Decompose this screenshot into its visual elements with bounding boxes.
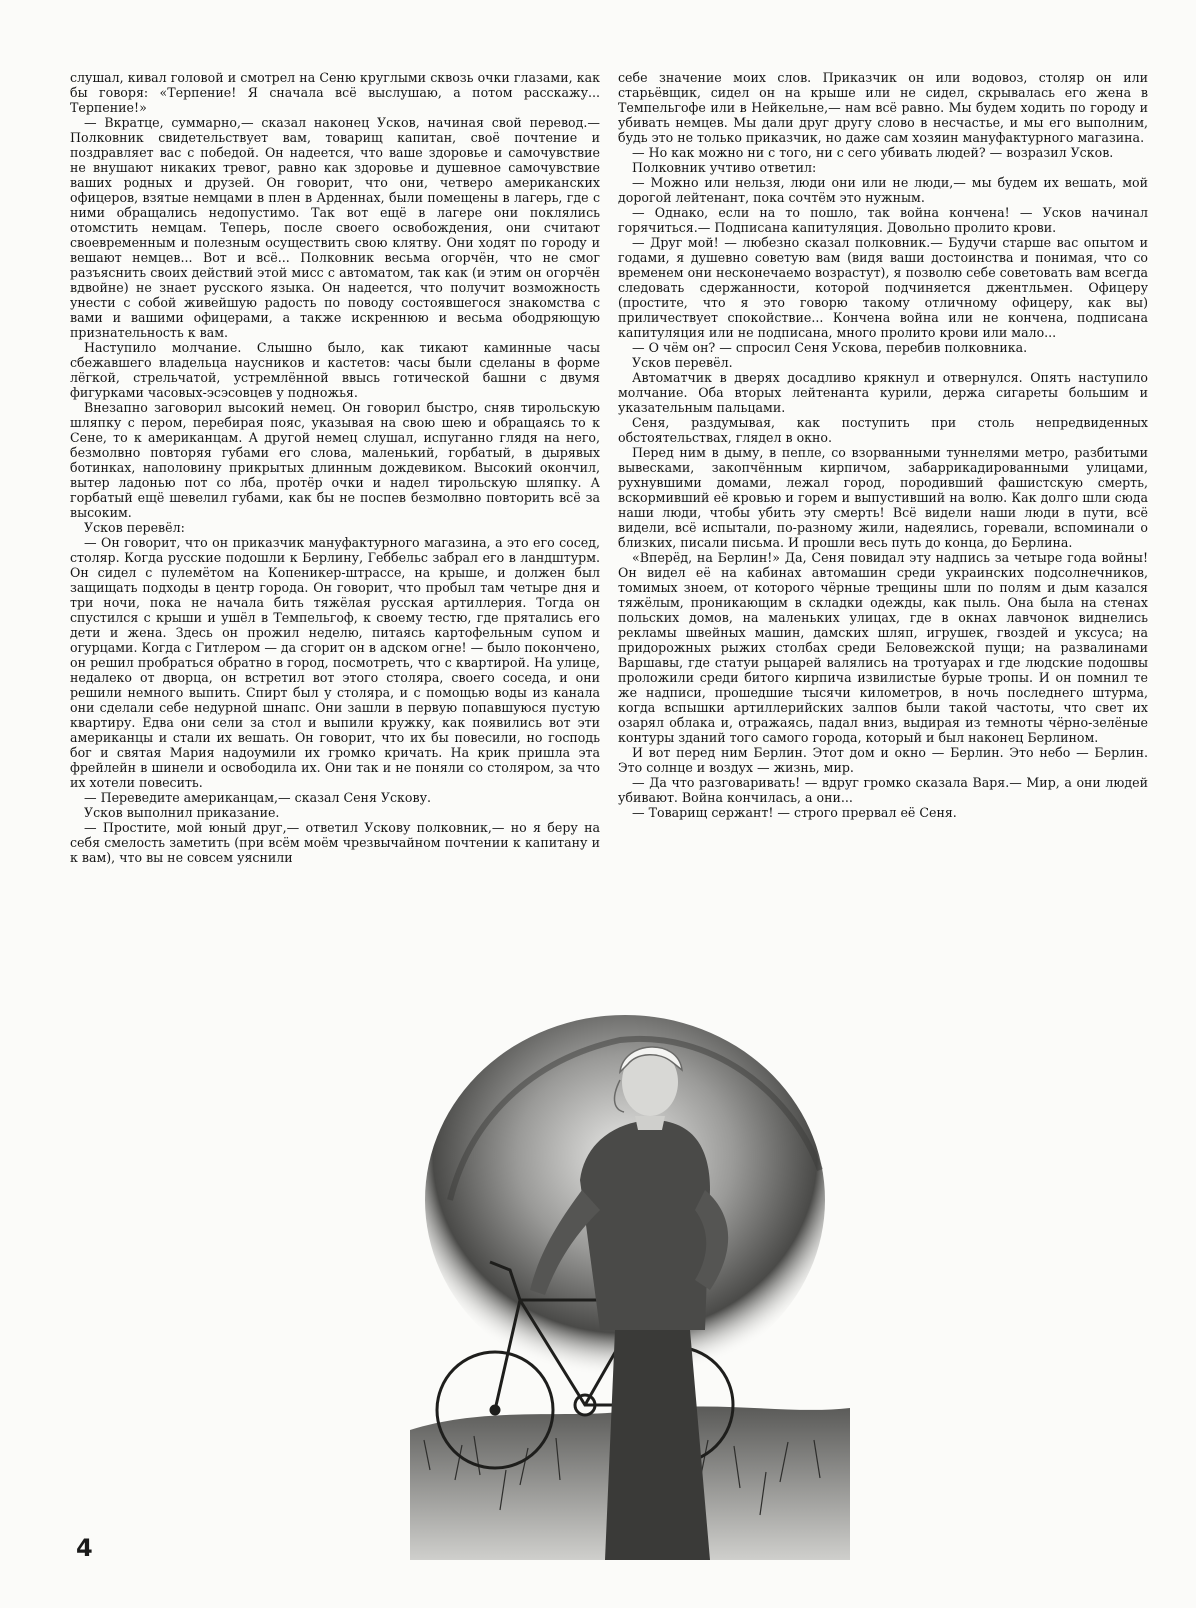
illustration-woman-with-bicycle [410,1000,850,1560]
paragraph: — Однако, если на то пошло, так война кончена! — Усков начинал горячиться.— Подписана капитуляция. Довольно пролито крови. [618,205,1148,235]
paragraph: — Можно или нельзя, люди они или не люди,— мы будем их вешать, мой дорогой лейтенант, пока сочтём это нужным. [618,175,1148,205]
paragraph: — Вкратце, суммарно,— сказал наконец Усков, начиная свой перевод.— Полковник свидетельствует вам, товарищ капитан, своё почтение и поздравляет вас с победой. Он надеется, что ваше здоровье и самочувствие не внушают никаких тревог, равно как здоровье и душевное самочувствие ваших родных и друзей. Он говорит, что они, четверо американских офицеров, взятые немцами в плен в Арденнах, были помещены в лагерь, где с ними обращались недопустимо. Так вот ещё в лагере они поклялись отомстить немцам. Теперь, после своего освобождения, они считают своевременным и полезным осуществить свою клятву. Они ходят по городу и вешают немцев... Вот и всё... Полковник весьма огорчён, что не смог разъяснить своих действий этой мисс с автоматом, так как (и этим он огорчён вдвойне) не знает русского языка. Он надеется, что получит возможность унести с собой живейшую радость по поводу состоявшегося знакомства с вами и вашими офицерами, а также искреннюю и весьма ободряющую признательность к вам. [70,115,600,340]
paragraph: Усков перевёл. [632,355,733,370]
paragraph: — Он говорит, что он приказчик мануфактурного магазина, а это его сосед, столяр. Когда русские подошли к Берлину, Геббельс забрал его в ландштурм. Он сидел с пулемётом на Копеникер-штрассе, на крыше, и должен был защищать подходы в центр города. Он говорит, что пробыл там четыре дня и три ночи, пока не начала бить тяжёлая русская артиллерия. Тогда он спустился с крыши и ушёл в Темпельгоф, к своему тестю, где прятались его дети и жена. Здесь он прожил неделю, питаясь картофельным супом и огурцами. Когда с Гитлером — да сгорит он в адском огне! — было покончено, он решил пробраться обратно в город, посмотреть, что с квартирой. На улице, недалеко от дворца, он встретил вот этого столяра, своего соседа, и они решили немного выпить. Спирт был у столяра, и с помощью воды из канала они сделали себе недурной шнапс. Они зашли в первую попавшуюся пустую квартиру. Едва они сели за стол и выпили кружку, как появились вот эти американцы и стали их вешать. Он говорит, что их бы повесили, но господь бог и святая Мария надоумили их громко кричать. На крик пришла эта фрейлейн в шинели и освободила их. Они так и не поняли со столяром, за что их хотели повесить. [70,535,600,790]
paragraph: слушал, кивал головой и смотрел на Сеню круглыми сквозь очки глазами, как бы говоря: «Терпение! Я сначала всё выслушаю, а потом расскажу... Терпение!» [70,70,600,115]
paragraph: — Друг мой! — любезно сказал полковник.— Будучи старше вас опытом и годами, я душевно советую вам (видя ваши достоинства и понимая, что со временем они несконечаемо возрастут), я позволю себе советовать вам всегда следовать сдержанности, которой подчиняется джентльмен. Офицеру (простите, что я это говорю такому отличному офицеру, как вы) приличествует спокойствие... Кончена война или не кончена, подписана капитуляция или не подписана, много пролито крови или мало... [618,235,1148,340]
paragraph: — Переведите американцам,— сказал Сеня Ускову. [84,790,432,805]
paragraph: «Вперёд, на Берлин!» Да, Сеня повидал эту надпись за четыре года войны! Он видел её на кабинах автомашин среди украинских подсолнечников, томимых зноем, от которого чёрные трещины шли по полям и дым казался тяжёлым, проникающим в складки одежды, как пыль. Она была на стенах польских домов, на маленьких улицах, где в окнах лавчонок виднелись рекламы швейных машин, дамских шляп, игрушек, гвоздей и уксуса; на придорожных рыжих столбах среди Беловежской пущи; на развалинами Варшавы, где статуи рыцарей валялись на тротуарах и где людские подошвы проложили среди битого кирпича извилистые бурые тропы. И он помнил те же надписи, прошедшие тысячи километров, в ночь последнего штурма, когда вспышки артиллерийских залпов были такой частоты, что свет их озарял облака и, отражаясь, падал вниз, выдирая из темноты чёрно-зелёные контуры зданий того самого города, который и был наконец Берлином. [618,550,1148,745]
paragraph: Внезапно заговорил высокий немец. Он говорил быстро, сняв тирольскую шляпку с пером, перебирая пояс, указывая на свою шею и обращаясь то к Сене, то к американцам. А другой немец слушал, испуганно глядя на него, безмолвно повторяя губами его слова, маленький, горбатый, в дырявых ботинках, наполовину прикрытых длинным дождевиком. Высокий окончил, вытер ладонью пот со лба, протёр очки и надел тирольскую шляпку. А горбатый ещё шевелил губами, как бы не поспев безмолвно повторить всё за высоким. [70,400,600,520]
paragraph: Перед ним в дыму, в пепле, со взорванными туннелями метро, разбитыми вывесками, закопчённым кирпичом, забаррикадированными улицами, рухнувшими домами, лежал город, породивший фашистскую смерть, вскормивший её кровью и горем и выпустивший на волю. Как долго шли сюда наши люди, чтобы убить эту смерть! Всё видели наши люди в пути, всё видели, всё испытали, по-разному жили, надеялись, горевали, вспоминали о близких, писали письма. И прошли весь путь до конца, до Берлина. [618,445,1148,550]
paragraph: Усков выполнил приказание. [84,805,280,820]
paragraph: — Да что разговаривать! — вдруг громко сказала Варя.— Мир, а они людей убивают. Война кончилась, а они... [618,775,1148,805]
paragraph: Автоматчик в дверях досадливо крякнул и отвернулся. Опять наступило молчание. Оба вторых лейтенанта курили, держа сигареты большим и указательным пальцами. [618,370,1148,415]
paragraph: И вот перед ним Берлин. Этот дом и окно — Берлин. Это небо — Берлин. Это солнце и воздух — жизнь, мир. [618,745,1148,775]
text-column-left [70,70,600,865]
paragraph: Полковник учтиво ответил: [632,160,817,175]
paragraph: — Простите, мой юный друг,— ответил Ускову полковник,— но я беру на себя смелость заметить (при всём моём чрезвычайном почтении к капитану и к вам), что вы не совсем уяснили [70,820,600,865]
paragraph: Усков перевёл: [84,520,185,535]
page-number: 4 [76,1534,93,1562]
paragraph: — Но как можно ни с того, ни с сего убивать людей? — возразил Усков. [632,145,1114,160]
paragraph: — Товарищ сержант! — строго прервал её Сеня. [632,805,957,820]
paragraph: — О чём он? — спросил Сеня Ускова, перебив полковника. [632,340,1028,355]
paragraph: Наступило молчание. Слышно было, как тикают каминные часы сбежавшего владельца наусников и кастетов: часы были сделаны в форме лёгкой, стрельчатой, устремлённой ввысь готической башни с двумя фигурками часовых-эсэсовцев у подножья. [70,340,600,400]
paragraph: себе значение моих слов. Приказчик он или водовоз, столяр он или старьёвщик, сидел он на крыше или не сидел, скрывалась его жена в Темпельгофе или в Нейкельне,— нам всё равно. Мы будем ходить по городу и убивать немцев. Мы дали друг другу слово в несчастье, и мы его выполним, будь это не только приказчик, но даже сам хозяин мануфактурного магазина. [618,70,1148,145]
text-column-right [618,70,1148,820]
paragraph: Сеня, раздумывая, как поступить при столь непредвиденных обстоятельствах, глядел в окно. [618,415,1148,445]
